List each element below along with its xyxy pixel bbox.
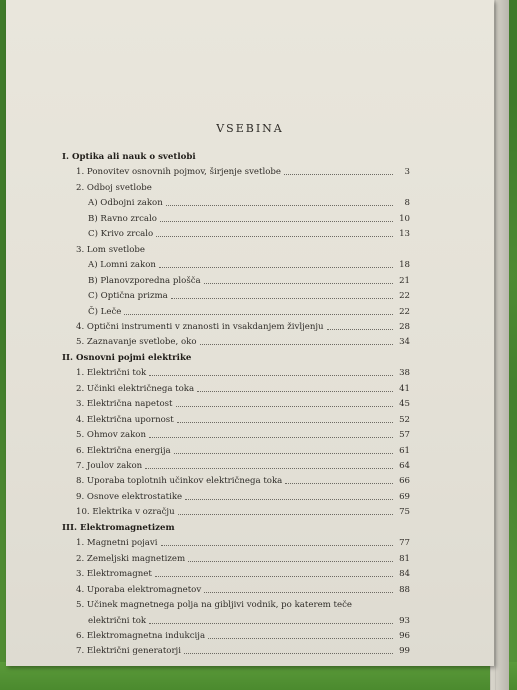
toc-page-number: 99: [399, 646, 410, 657]
toc-leader-dots: [208, 637, 393, 639]
toc-leader-dots: [327, 328, 393, 330]
page-title: VSEBINA: [216, 122, 284, 135]
toc-entry-label: 10. Elektrika v ozračju: [76, 507, 175, 518]
toc-leader-dots: [159, 266, 393, 268]
toc-leader-dots: [171, 297, 393, 299]
toc-page-number: 8: [404, 198, 410, 209]
toc-leader-dots: [197, 390, 393, 392]
toc-entry: [76, 581, 410, 595]
toc-entry: [88, 225, 410, 239]
toc-leader-dots: [285, 482, 393, 484]
toc-entry: [88, 287, 410, 301]
toc-entry-label: 1. Električni tok: [76, 368, 147, 379]
toc-page-number: 57: [399, 430, 410, 441]
toc-page-number: 81: [399, 553, 410, 564]
toc-entry: [76, 163, 410, 177]
toc-entry-label: 3. Lom svetlobe: [76, 244, 146, 255]
toc-entry-label: III. Elektromagnetizem: [62, 522, 175, 533]
toc-leader-dots: [124, 313, 393, 315]
toc-page-number: 75: [399, 507, 410, 518]
toc-entry-label: B) Planovzporedna plošča: [88, 275, 201, 286]
toc-entry: [76, 642, 410, 656]
toc-leader-dots: [161, 544, 393, 546]
toc-leader-dots: [166, 204, 393, 206]
toc-entry-label: 2. Odboj svetlobe: [76, 182, 152, 193]
toc-leader-dots: [160, 220, 393, 222]
toc-entry-label: 4. Električna upornost: [76, 414, 174, 425]
toc-entry: [76, 241, 410, 255]
toc-entry: [76, 426, 410, 440]
toc-entry-label: 6. Električna energija: [76, 445, 171, 456]
toc-entry-label: 3. Električna napetost: [76, 399, 173, 410]
toc-entry: [88, 210, 410, 224]
toc-section-heading: [62, 148, 410, 162]
toc-entry: [76, 534, 410, 548]
toc-leader-dots: [155, 575, 393, 577]
toc-page-number: 38: [399, 368, 410, 379]
toc-leader-dots: [178, 513, 393, 515]
toc-entry: [76, 596, 410, 610]
toc-leader-dots: [185, 498, 393, 500]
toc-entry: [76, 565, 410, 579]
toc-leader-dots: [149, 436, 393, 438]
toc-entry-label: 4. Uporaba elektromagnetov: [76, 584, 202, 595]
toc-leader-dots: [188, 560, 393, 562]
toc-leader-dots: [156, 235, 393, 237]
toc-section-heading: [62, 349, 410, 363]
toc-entry-label: 9. Osnove elektrostatike: [76, 491, 183, 502]
toc-page-number: 13: [399, 229, 410, 240]
toc-page-number: 84: [399, 569, 410, 580]
toc-leader-dots: [184, 652, 393, 654]
toc-entry: [76, 627, 410, 641]
toc-page-number: 77: [399, 538, 410, 549]
toc-page-number: 22: [399, 291, 410, 302]
toc-entry-label: A) Odbojni zakon: [88, 198, 163, 209]
toc-entry: [76, 364, 410, 378]
toc-leader-dots: [176, 405, 394, 407]
toc-leader-dots: [200, 343, 393, 345]
toc-entry: [88, 303, 410, 317]
toc-page-number: 34: [399, 337, 410, 348]
toc-leader-dots: [204, 282, 393, 284]
toc-leader-dots: [204, 591, 393, 593]
toc-page-number: 52: [399, 414, 410, 425]
toc-page-number: 64: [399, 461, 410, 471]
toc-entry: [88, 272, 410, 286]
toc-leader-dots: [149, 622, 393, 624]
toc-entry: [76, 179, 410, 193]
toc-entry: [88, 194, 410, 208]
toc-page-number: 45: [399, 399, 410, 410]
toc-page-number: 41: [399, 383, 410, 394]
toc-entry-label: 4. Optični instrumenti v znanosti in vsakdanjem življenju: [76, 321, 324, 332]
toc-page-number: 96: [399, 630, 410, 641]
toc-page-number: 93: [399, 615, 410, 626]
toc-entry-label: 5. Zaznavanje svetlobe, oko: [76, 337, 197, 348]
toc-entry-label: A) Lomni zakon: [88, 260, 156, 271]
toc-leader-dots: [174, 452, 393, 454]
toc-entry-label: 8. Uporaba toplotnih učinkov električnega toka: [76, 476, 283, 487]
toc-entry-label: 5. Ohmov zakon: [76, 430, 146, 441]
toc-page-number: 69: [399, 491, 410, 502]
toc-entry-label: 7. Joulov zakon: [76, 461, 143, 471]
toc-page-number: 22: [399, 306, 410, 317]
toc-entry: [76, 318, 410, 332]
toc-leader-dots: [149, 374, 393, 376]
book-page: [6, 0, 494, 666]
toc-page-number: 3: [404, 167, 410, 178]
toc-entry-label: C) Krivo zrcalo: [88, 229, 154, 240]
toc-entry: [76, 380, 410, 394]
toc-entry: [76, 488, 410, 502]
toc-entry-label: 1. Magnetni pojavi: [76, 538, 158, 549]
toc-entry-label: 6. Elektromagnetna indukcija: [76, 630, 206, 641]
toc-page-number: 21: [399, 275, 410, 286]
toc-entry: [76, 472, 410, 486]
toc-entry: [88, 256, 410, 270]
toc-entry-label: II. Osnovni pojmi elektrike: [62, 352, 192, 363]
toc-entry-label: Č) Leče: [88, 306, 122, 317]
toc-entry-label: 2. Zemeljski magnetizem: [76, 553, 186, 564]
toc-entry-label: B) Ravno zrcalo: [88, 213, 157, 224]
toc-entry: [76, 442, 410, 456]
toc-page-number: 88: [399, 584, 410, 595]
toc-entry: [76, 411, 410, 425]
grass-foreground: [0, 662, 517, 690]
toc-leader-dots: [145, 467, 393, 469]
toc-leader-dots: [177, 421, 393, 423]
toc-entry-label: 3. Elektromagnet: [76, 569, 152, 580]
toc-leader-dots: [284, 173, 393, 175]
toc-page-number: 18: [399, 260, 410, 271]
toc-entry-label: 7. Električni generatorji: [76, 646, 181, 657]
toc-entry: [76, 503, 410, 517]
toc-page-number: 10: [399, 213, 410, 224]
toc-page-number: 66: [399, 476, 410, 487]
toc-entry: [76, 395, 410, 409]
toc-entry-label: C) Optična prizma: [88, 291, 168, 302]
toc-entry-label: I. Optika ali nauk o svetlobi: [62, 152, 196, 162]
toc-entry: [76, 550, 410, 564]
toc-page-number: 28: [399, 321, 410, 332]
toc-entry: [76, 457, 410, 471]
toc-section-heading: [62, 519, 410, 533]
toc-entry: [76, 333, 410, 347]
toc-entry-label: 1. Ponovitev osnovnih pojmov, širjenje svetlobe: [76, 167, 281, 178]
toc-entry: [88, 612, 410, 626]
toc-page-number: 61: [399, 445, 410, 456]
toc-entry-label: 2. Učinki električnega toka: [76, 383, 195, 394]
toc-entry-label: 5. Učinek magnetnega polja na gibljivi vodnik, po katerem teče: [76, 600, 352, 611]
toc-entry-label: električni tok: [88, 615, 147, 626]
